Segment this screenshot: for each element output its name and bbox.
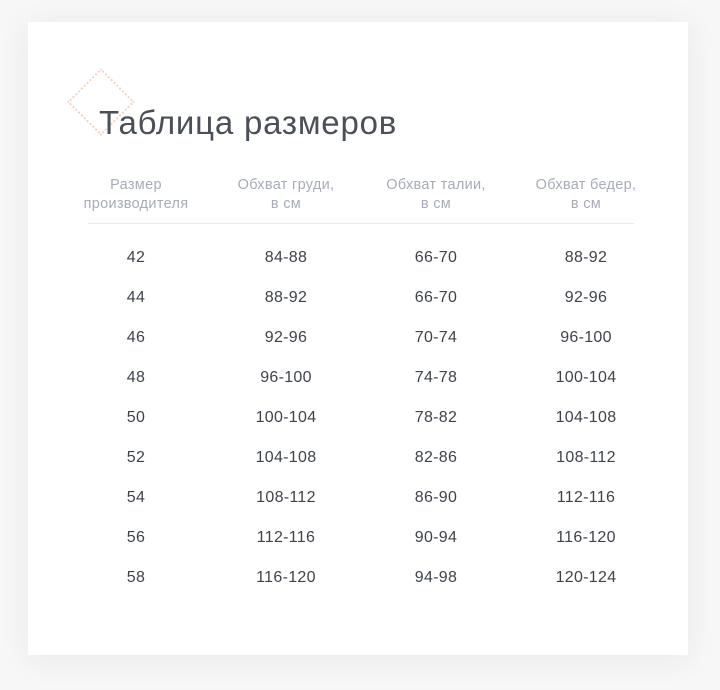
table-cell: 78-82: [414, 409, 458, 426]
header-line: производителя: [83, 196, 189, 212]
table-cell: 100-104: [555, 369, 617, 386]
page-title: Таблица размеров: [99, 104, 398, 142]
table-cell: 108-112: [556, 449, 616, 466]
header-line: Обхват бедер,: [535, 177, 637, 193]
table-cell: 74-78: [414, 369, 458, 386]
table-cell: 56: [126, 529, 146, 546]
table-cell: 70-74: [414, 329, 458, 346]
table-cell: 96-100: [560, 329, 612, 346]
table-cell: 120-124: [555, 569, 617, 586]
table-cell: 96-100: [260, 369, 312, 386]
column-header-waist: [361, 176, 511, 214]
size-table: [61, 176, 661, 598]
table-header-row: [61, 176, 661, 214]
column-header-chest: [211, 176, 361, 214]
table-cell: 66-70: [414, 289, 458, 306]
header-line: в см: [270, 196, 302, 212]
table-body: [61, 238, 661, 598]
header-line: в см: [570, 196, 602, 212]
column-header-size: [61, 176, 211, 214]
table-cell: 66-70: [414, 249, 458, 266]
table-cell: 108-112: [256, 489, 316, 506]
table-cell: 52: [126, 449, 146, 466]
table-cell: 104-108: [255, 449, 317, 466]
header-line: Обхват талии,: [386, 177, 486, 193]
table-cell: 46: [126, 329, 146, 346]
header-line: Обхват груди,: [237, 177, 335, 193]
table-cell: 100-104: [255, 409, 317, 426]
table-cell: 82-86: [414, 449, 458, 466]
table-cell: 50: [126, 409, 146, 426]
table-cell: 104-108: [555, 409, 617, 426]
table-cell: 94-98: [414, 569, 458, 586]
header-line: в см: [420, 196, 452, 212]
table-cell: 84-88: [264, 249, 308, 266]
table-cell: 112-116: [256, 529, 316, 546]
table-cell: 42: [126, 249, 146, 266]
table-cell: 88-92: [264, 289, 308, 306]
table-cell: 116-120: [256, 569, 316, 586]
column-header-hips: [511, 176, 661, 214]
table-cell: 92-96: [264, 329, 308, 346]
table-cell: 88-92: [564, 249, 608, 266]
table-cell: 92-96: [564, 289, 608, 306]
table-cell: 112-116: [556, 489, 616, 506]
table-cell: 90-94: [414, 529, 458, 546]
header-divider: [88, 223, 634, 224]
table-cell: 44: [126, 289, 146, 306]
table-cell: 86-90: [414, 489, 458, 506]
table-cell: 58: [126, 569, 146, 586]
table-cell: 48: [126, 369, 146, 386]
header-line: Размер: [110, 177, 162, 193]
size-chart-card: [28, 22, 688, 655]
table-cell: 54: [126, 489, 146, 506]
table-cell: 116-120: [556, 529, 616, 546]
